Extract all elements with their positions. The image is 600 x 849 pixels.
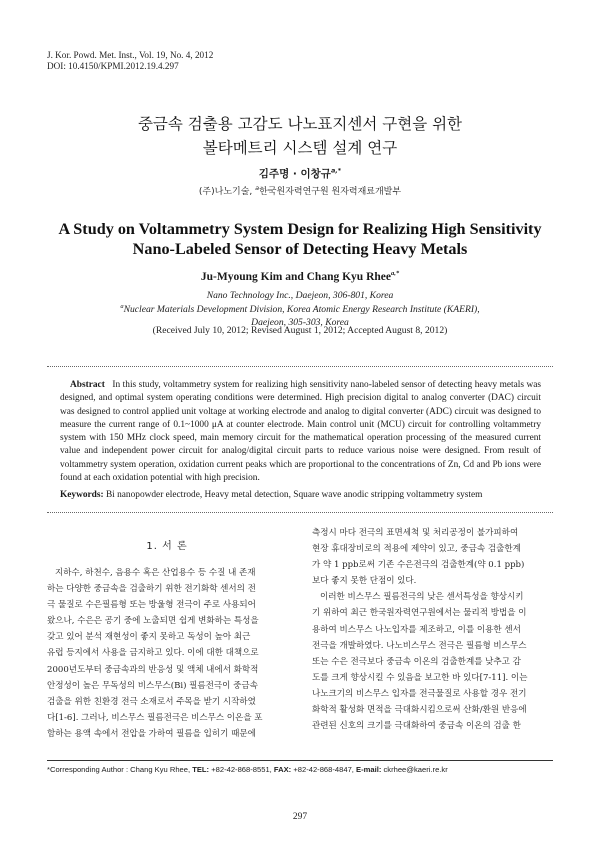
korean-affiliation-post: 한국원자력연구원 원자력재료개발부 — [259, 187, 402, 197]
corresponding-author-footnote — [47, 765, 553, 774]
right-line: 화학적 활성화 면적을 극대화시킴으로써 산화/환원 반응에 — [312, 705, 527, 716]
journal-doi: DOI: 10.4150/KPMI.2012.19.4.297 — [47, 61, 179, 71]
left-column — [47, 565, 289, 742]
english-title — [0, 219, 600, 259]
english-affiliation-2-sup: a — [120, 302, 124, 310]
english-title-line2: Nano-Labeled Sensor of Detecting Heavy Metals — [132, 240, 468, 258]
english-authors-names: Ju-Myoung Kim and Chang Kyu Rhee — [200, 271, 391, 283]
footnote-rule — [47, 760, 553, 761]
keywords — [60, 490, 541, 500]
abstract-label: Abstract — [70, 380, 105, 390]
received-dates: (Received July 10, 2012; Revised August 1, 2012; Accepted August 8, 2012) — [152, 325, 448, 336]
left-line: 왔으나, 수은은 공기 중에 노출되면 쉽게 변화하는 특성을 — [47, 616, 259, 627]
footnote-tel: +82-42-868-8551, — [209, 765, 274, 774]
korean-affiliation-sup: a — [255, 184, 260, 192]
journal-citation: J. Kor. Powd. Met. Inst., Vol. 19, No. 4, 2012 — [47, 50, 214, 60]
english-authors-sup: a,* — [390, 270, 400, 278]
right-line: 이러한 비스무스 필름전극의 낮은 센서특성을 향상시키 — [320, 592, 524, 603]
footnote-email: ckrhee@kaeri.re.kr — [381, 765, 448, 774]
left-line: 갖고 있어 분석 재현성이 좋지 못하고 독성이 높아 최근 — [47, 632, 251, 643]
right-line: 가 약 1 ppb로써 기존 수은전극의 검출한계(약 0.1 ppb) — [312, 560, 525, 571]
keywords-text: Bi nanopowder electrode, Heavy metal detection, Square wave anodic stripping voltammetry system — [105, 490, 483, 500]
left-line: 극 물질로 수은필름형 또는 방울형 전극이 주로 사용되어 — [47, 600, 256, 611]
keywords-label: Keywords: — [60, 490, 104, 500]
left-line: 검출을 위한 친환경 전극 소재로서 주목을 받기 시작하였 — [47, 696, 256, 707]
left-line: 유럽 등지에서 사용을 금지하고 있다. 이에 대한 대책으로 — [47, 648, 259, 659]
left-line: 안정성이 높은 무독성의 비스무스(Bi) 필름전극이 중금속 — [47, 680, 258, 691]
right-line: 도를 크게 향상시킬 수 있음을 보고한 바 있다[7-11]. 이는 — [312, 672, 528, 683]
abstract-text: In this study, voltammetry system for realizing high sensitivity nano-labeled sensor of detecting heavy metals was designed, and optimal system operating conditions were determined. High precision digital to analog converter (DAC) circuit was designed to control applied unit voltage at working electrode and analog to digital converter (ADC) circuit was designed to measure the current range of 0.1~1000 μA at counter electrode. Main control unit (MCU) circuit for controlling voltammetry system with 150 MHz clock speed, main memory circuit for the mathematical operation processing of the measured current value and independent power circuit for analog/digital circuit parts to reduce various noise were designed. From result of voltammetry system operation, oxidation current peaks which are proportional to the concentrations of Zn, Cd and Pb ions were found at each oxidation potential with high precision. — [60, 380, 541, 484]
section-heading: 1. 서 론 — [146, 541, 188, 552]
left-line: 다[1-6]. 그러나, 비스무스 필름전극은 비스무스 이온을 포 — [47, 712, 263, 723]
right-line: 전극을 개발하였다. 나노비스무스 전극은 필름형 비스무스 — [312, 640, 527, 651]
english-affiliation — [0, 289, 600, 330]
left-line: 하는 다양한 중금속을 검출하기 위한 전기화학 센서의 전 — [47, 584, 256, 595]
footnote-fax-label: FAX: — [273, 765, 292, 774]
right-column — [312, 525, 557, 734]
footnote-tel-label: TEL: — [192, 765, 210, 774]
page-number: 297 — [292, 812, 308, 822]
footnote-fax: +82-42-868-4847, — [291, 765, 357, 774]
english-affiliation-2-text: Nuclear Materials Development Division, Korea Atomic Energy Research Institute (KAERI), — [123, 303, 480, 315]
korean-title — [0, 112, 600, 160]
right-line: 측정시 마다 전극의 표면세척 및 처리공정이 불가피하여 — [312, 528, 519, 538]
right-line: 보다 좋지 못한 단점이 있다. — [312, 576, 417, 587]
korean-title-line1: 중금속 검출용 고감도 나노표지센서 구현을 위한 — [137, 115, 463, 133]
abstract — [60, 379, 541, 485]
english-affiliation-1: Nano Technology Inc., Daejeon, 306-801, Korea — [206, 290, 394, 301]
divider-top — [47, 366, 553, 367]
right-line: 나노크기의 비스무스 입자를 전극물질로 사용할 경우 전기 — [312, 688, 527, 699]
english-title-line1: A Study on Voltammetry System Design for Realizing High Sensitivity — [58, 220, 542, 238]
korean-affiliation — [0, 184, 600, 197]
left-line: 함하는 용액 속에서 전압을 가하여 필름을 입히기 때문에 — [47, 728, 256, 739]
korean-title-line2: 볼타메트리 시스템 설계 연구 — [202, 139, 398, 157]
footnote-email-label: E-mail: — [356, 765, 382, 774]
korean-affiliation-pre: (주)나노기술, — [198, 187, 256, 197]
left-line: 2000년도부터 중금속과의 반응성 및 액체 내에서 화학적 — [47, 664, 259, 675]
english-authors — [0, 271, 600, 283]
english-affiliation-2 — [0, 303, 600, 317]
korean-authors-sup: a,* — [330, 166, 342, 175]
korean-authors-names: 김주명 · 이창규 — [258, 168, 331, 180]
divider-bottom — [47, 512, 553, 513]
journal-header — [47, 50, 347, 72]
right-line: 관련된 신호의 크기를 극대화하여 중금속 이온의 검출 한 — [312, 721, 521, 732]
footnote-prefix: *Corresponding Author : Chang Kyu Rhee, — [47, 765, 193, 774]
english-affiliation-3: Daejeon, 305-303, Korea — [251, 317, 349, 328]
korean-authors — [0, 166, 600, 181]
right-line: 현장 휴대장비로의 적용에 제약이 있고, 중금속 검출한계 — [312, 544, 521, 555]
left-line: 지하수, 하천수, 음용수 혹은 산업용수 등 수질 내 존재 — [55, 568, 256, 578]
right-line: 용하여 비스무스 나노입자를 제조하고, 이를 이용한 센서 — [312, 624, 521, 635]
right-line: 기 위하여 최근 한국원자력연구원에서는 물리적 방법을 이 — [312, 608, 527, 619]
right-line: 또는 수은 전극보다 중금속 이온의 검출한계를 낮추고 감 — [312, 656, 521, 667]
